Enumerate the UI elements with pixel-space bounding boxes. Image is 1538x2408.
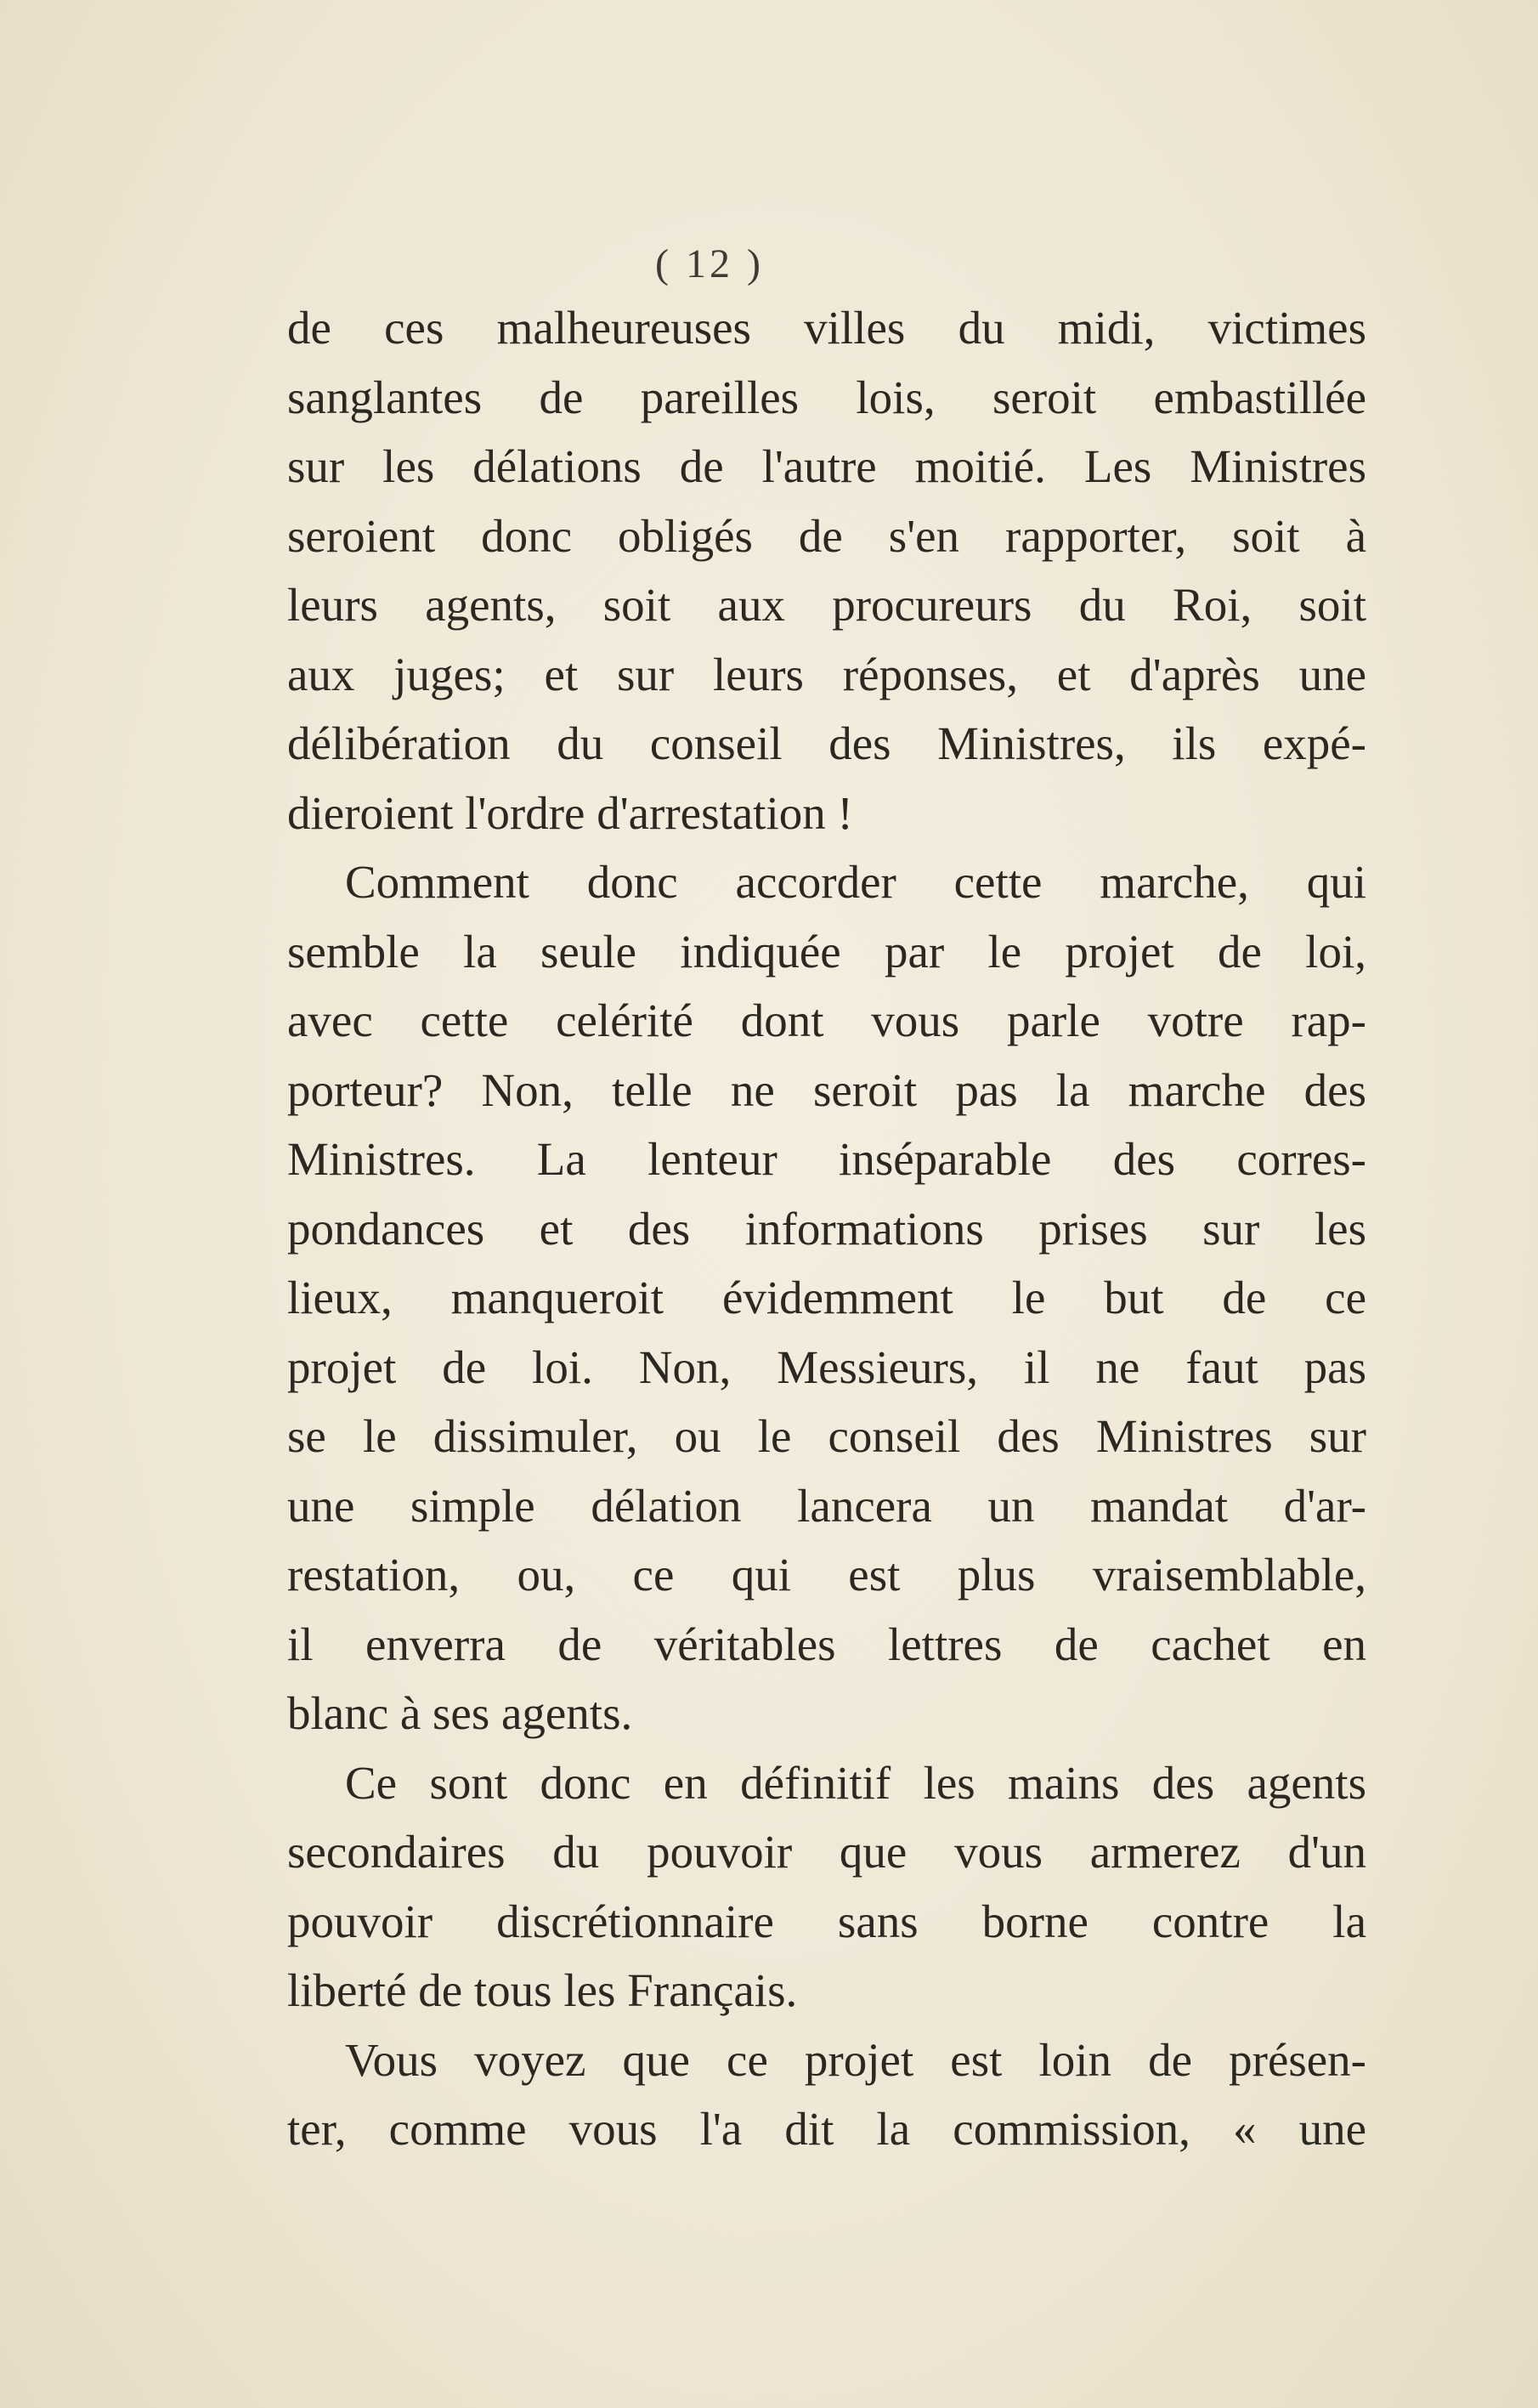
text-line: pondances et des informations prises sur les (287, 1202, 1366, 1255)
text-line: restation, ou, ce qui est plus vraisemblable, (287, 1549, 1366, 1601)
text-line: Ministres. La lenteur inséparable des corres- (287, 1133, 1366, 1185)
text-line: il enverra de véritables lettres de cachet en (287, 1618, 1366, 1670)
text-line: liberté de tous les Français. (287, 1964, 798, 2016)
text-line: délibération du conseil des Ministres, ils expé- (287, 717, 1366, 769)
text-line: projet de loi. Non, Messieurs, il ne faut pas (287, 1340, 1366, 1393)
text-line: semble la seule indiquée par le projet de loi, (287, 925, 1366, 977)
text-line: secondaires du pouvoir que vous armerez d'un (287, 1826, 1366, 1878)
text-line: seroient donc obligés de s'en rapporter, soit à (287, 509, 1366, 562)
paragraph (287, 847, 1366, 1748)
text-line: sur les délations de l'autre moitié. Les Ministres (287, 440, 1366, 492)
text-line: Vous voyez que ce projet est loin de présen- (345, 2033, 1366, 2086)
text-line: aux juges; et sur leurs réponses, et d'après une (287, 648, 1366, 700)
text-line: leurs agents, soit aux procureurs du Roi, soit (287, 579, 1366, 631)
paragraph (287, 2026, 1366, 2164)
text-line: pouvoir discrétionnaire sans borne contre la (287, 1895, 1366, 1947)
text-line: ter, comme vous l'a dit la commission, « une (287, 2103, 1366, 2155)
text-line: avec cette celérité dont vous parle votre rap- (287, 994, 1366, 1046)
text-line: porteur? Non, telle ne seroit pas la marche des (287, 1063, 1366, 1116)
text-line: sanglantes de pareilles lois, seroit embastillée (287, 371, 1366, 423)
text-line: dieroient l'ordre d'arrestation ! (287, 786, 853, 839)
text-line: une simple délation lancera un mandat d'ar- (287, 1479, 1366, 1532)
body-text (287, 293, 1366, 2164)
text-line: se le dissimuler, ou le conseil des Ministres sur (287, 1410, 1366, 1462)
page-number: ( 12 ) (655, 241, 764, 286)
paragraph (287, 293, 1366, 847)
text-line: lieux, manqueroit évidemment le but de ce (287, 1272, 1366, 1323)
text-line: blanc à ses agents. (287, 1687, 633, 1739)
text-line: Ce sont donc en définitif les mains des agents (345, 1756, 1366, 1809)
text-line: Comment donc accorder cette marche, qui (345, 856, 1366, 908)
paragraph (287, 1748, 1366, 2026)
text-line: de ces malheureuses villes du midi, victimes (287, 302, 1366, 354)
